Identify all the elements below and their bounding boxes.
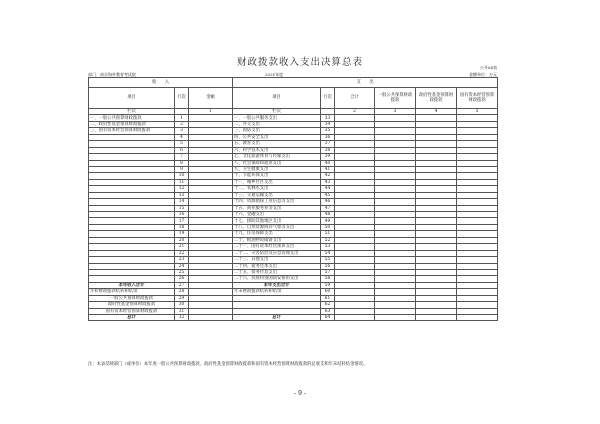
income-line-no: 28 (175, 289, 189, 295)
expense-line-no: 39 (321, 154, 335, 160)
income-amount-header: 金额 (189, 88, 233, 109)
expense-line-no: 54 (321, 250, 335, 256)
expense-item: 二十三、其他支出 (233, 257, 321, 263)
expense-item: 十六、金融支出 (233, 212, 321, 218)
expense-line-no: 36 (321, 134, 335, 140)
expense-item: 十九、住房保障支出 (233, 231, 321, 237)
gen-budget-header: 一般公共预算财政拨款 (375, 88, 416, 109)
expense-item: 十一、城乡社区支出 (233, 179, 321, 185)
expense-line-no: 63 (321, 308, 335, 314)
expense-item: 十三、交通运输支出 (233, 192, 321, 198)
expense-total-label: 本年支出合计 (233, 282, 321, 288)
expense-line-no: 50 (321, 224, 335, 230)
expense-col-label: 栏次 (233, 109, 321, 115)
income-total-line-no: 27 (175, 282, 189, 288)
expense-grand-total-label: 总计 (233, 315, 321, 321)
expense-line-no: 44 (321, 186, 335, 192)
income-header: 收 入 (89, 78, 233, 88)
income-line-header: 行次 (175, 88, 189, 109)
income-line-no: 9 (175, 166, 189, 172)
expense-line-no: 52 (321, 237, 335, 243)
expense-item: 十、节能环保支出 (233, 173, 321, 179)
expense-item: 二十二、灾害防治及应急管理支出 (233, 250, 321, 256)
expense-item: 十五、商业服务业等支出 (233, 205, 321, 211)
income-line-no: 18 (175, 224, 189, 230)
expense-col-3: 3 (375, 109, 416, 115)
income-line-no: 6 (175, 147, 189, 153)
income-col-1: 1 (189, 109, 233, 115)
empty-cell (335, 315, 375, 321)
expense-item: 年末财政拨款结转和结余 (233, 289, 321, 295)
expense-line-no: 42 (321, 173, 335, 179)
expense-item: 二十一、国有资本经营预算支出 (233, 244, 321, 250)
expense-line-no: 40 (321, 160, 335, 166)
income-item: 三、国有资本经营预算财政拨款 (89, 128, 175, 134)
expense-item: 三、国防支出 (233, 128, 321, 134)
expense-line-no: 47 (321, 205, 335, 211)
expense-line-no: 62 (321, 302, 335, 308)
expense-line-no: 37 (321, 141, 335, 147)
header-columns-row (89, 88, 498, 109)
expense-line-no: 56 (321, 263, 335, 269)
department-name: 部门：南京海外教育考试院 (88, 72, 136, 77)
expense-col-2: 2 (335, 109, 375, 115)
expense-item: 十二、农林水支出 (233, 186, 321, 192)
income-line-no: 16 (175, 212, 189, 218)
expense-line-no: 45 (321, 192, 335, 198)
expense-header: 支 出 (233, 78, 498, 88)
expense-item: 二十四、债务还本支出 (233, 263, 321, 269)
expense-line-no: 49 (321, 218, 335, 224)
expense-item: 五、教育支出 (233, 141, 321, 147)
expense-total-header: 合计 (335, 88, 375, 109)
income-item: 二、政府性基金预算财政拨款 (89, 121, 175, 127)
income-line-no: 21 (175, 244, 189, 250)
expense-item: 二十五、债务付息支出 (233, 269, 321, 275)
expense-line-no: 57 (321, 269, 335, 275)
expense-line-no: 58 (321, 276, 335, 282)
gov-fund-header: 政府性基金预算财政拨款 (416, 88, 457, 109)
expense-item: 二、外交支出 (233, 121, 321, 127)
income-line-no: 23 (175, 257, 189, 263)
income-line-no: 10 (175, 173, 189, 179)
income-grand-total-label: 总计 (89, 315, 175, 321)
income-line-no: 31 (175, 308, 189, 314)
expense-line-no: 34 (321, 121, 335, 127)
grand-total-row (89, 315, 498, 321)
income-line-no: 2 (175, 121, 189, 127)
fiscal-year: 2021年度 (265, 72, 284, 77)
expense-item: 六、科学技术支出 (233, 147, 321, 153)
expense-col-4: 4 (416, 109, 457, 115)
income-line-no: 15 (175, 205, 189, 211)
expense-line-no: 51 (321, 231, 335, 237)
income-line-no: 1 (175, 115, 189, 121)
budget-table (88, 77, 498, 321)
expense-grand-total-line-no: 64 (321, 315, 335, 321)
expense-item: 一、一般公共服务支出 (233, 115, 321, 121)
income-line-no: 19 (175, 231, 189, 237)
expense-total-line-no: 59 (321, 282, 335, 288)
page-title: 财政拨款收入支出决算总表 (236, 57, 363, 68)
state-capital-header: 国有资本经营预算财政拨款 (457, 88, 498, 109)
expense-line-no: 41 (321, 166, 335, 172)
empty-cell (375, 315, 416, 321)
income-line-no: 11 (175, 179, 189, 185)
income-item-header: 项目 (89, 88, 175, 109)
income-line-no: 20 (175, 237, 189, 243)
expense-item: 十八、自然资源海洋气象等支出 (233, 224, 321, 230)
income-line-no: 29 (175, 295, 189, 301)
income-grand-total-amount (189, 315, 233, 321)
income-item: 国有资本经营预算财政拨款 (89, 308, 175, 314)
income-total-label: 本年收入合计 (89, 282, 175, 288)
income-line-no: 5 (175, 141, 189, 147)
expense-line-no: 48 (321, 212, 335, 218)
income-line-no: 17 (175, 218, 189, 224)
empty-cell (416, 315, 457, 321)
expense-item: 四、公共安全支出 (233, 134, 321, 140)
income-item: 年初财政拨款结转和结余 (89, 289, 175, 295)
income-line-no: 24 (175, 263, 189, 269)
income-item: 政府性基金预算财政拨款 (89, 302, 175, 308)
expense-line-header: 行次 (321, 88, 335, 109)
expense-line-no: 33 (321, 115, 335, 121)
expense-line-no: 38 (321, 147, 335, 153)
expense-line-no: 60 (321, 289, 335, 295)
expense-line-no: 55 (321, 257, 335, 263)
income-line-no: 25 (175, 269, 189, 275)
income-line-no: 12 (175, 186, 189, 192)
income-item: 一、一般公共预算财政拨款 (89, 115, 175, 121)
money-unit: 金额单位：万元 (469, 72, 497, 77)
expense-item: 九、卫生健康支出 (233, 166, 321, 172)
income-line-no: 30 (175, 302, 189, 308)
table-note: 注：本表反映部门（或单位）本年度一般公共预算财政拨款、政府性基金预算财政拨款和国有资本经营预算财政拨款的总收支和年末结转结余情况。 (88, 362, 368, 367)
expense-item: 二十、粮油物资储备支出 (233, 237, 321, 243)
expense-item: 七、文化旅游体育与传媒支出 (233, 154, 321, 160)
income-grand-total-line-no: 32 (175, 315, 189, 321)
income-line-no: 22 (175, 250, 189, 256)
income-line-no: 14 (175, 199, 189, 205)
income-col-label: 栏次 (89, 109, 175, 115)
income-line-no: 4 (175, 134, 189, 140)
income-line-no: 13 (175, 192, 189, 198)
expense-item: 八、社会保障和就业支出 (233, 160, 321, 166)
expense-line-no: 46 (321, 199, 335, 205)
expense-line-no: 43 (321, 179, 335, 185)
expense-item: 二十六、抗疫特别国债安排的支出 (233, 276, 321, 282)
page-number: - 9 - (294, 390, 306, 397)
income-line-no: 8 (175, 160, 189, 166)
expense-item: 十四、资源勘探工业信息等支出 (233, 199, 321, 205)
income-line-no: 7 (175, 154, 189, 160)
income-item: 一般公共预算财政拨款 (89, 295, 175, 301)
expense-item-header: 项目 (233, 88, 321, 109)
income-line-no: 26 (175, 276, 189, 282)
expense-col-5: 5 (457, 109, 498, 115)
expense-item: 十七、援助其他地区支出 (233, 218, 321, 224)
expense-line-no: 35 (321, 128, 335, 134)
header-section-row (89, 78, 498, 88)
income-line-no: 3 (175, 128, 189, 134)
form-number: 公开04表 (479, 65, 497, 70)
expense-line-no: 53 (321, 244, 335, 250)
empty-cell (457, 315, 498, 321)
expense-line-no: 61 (321, 295, 335, 301)
